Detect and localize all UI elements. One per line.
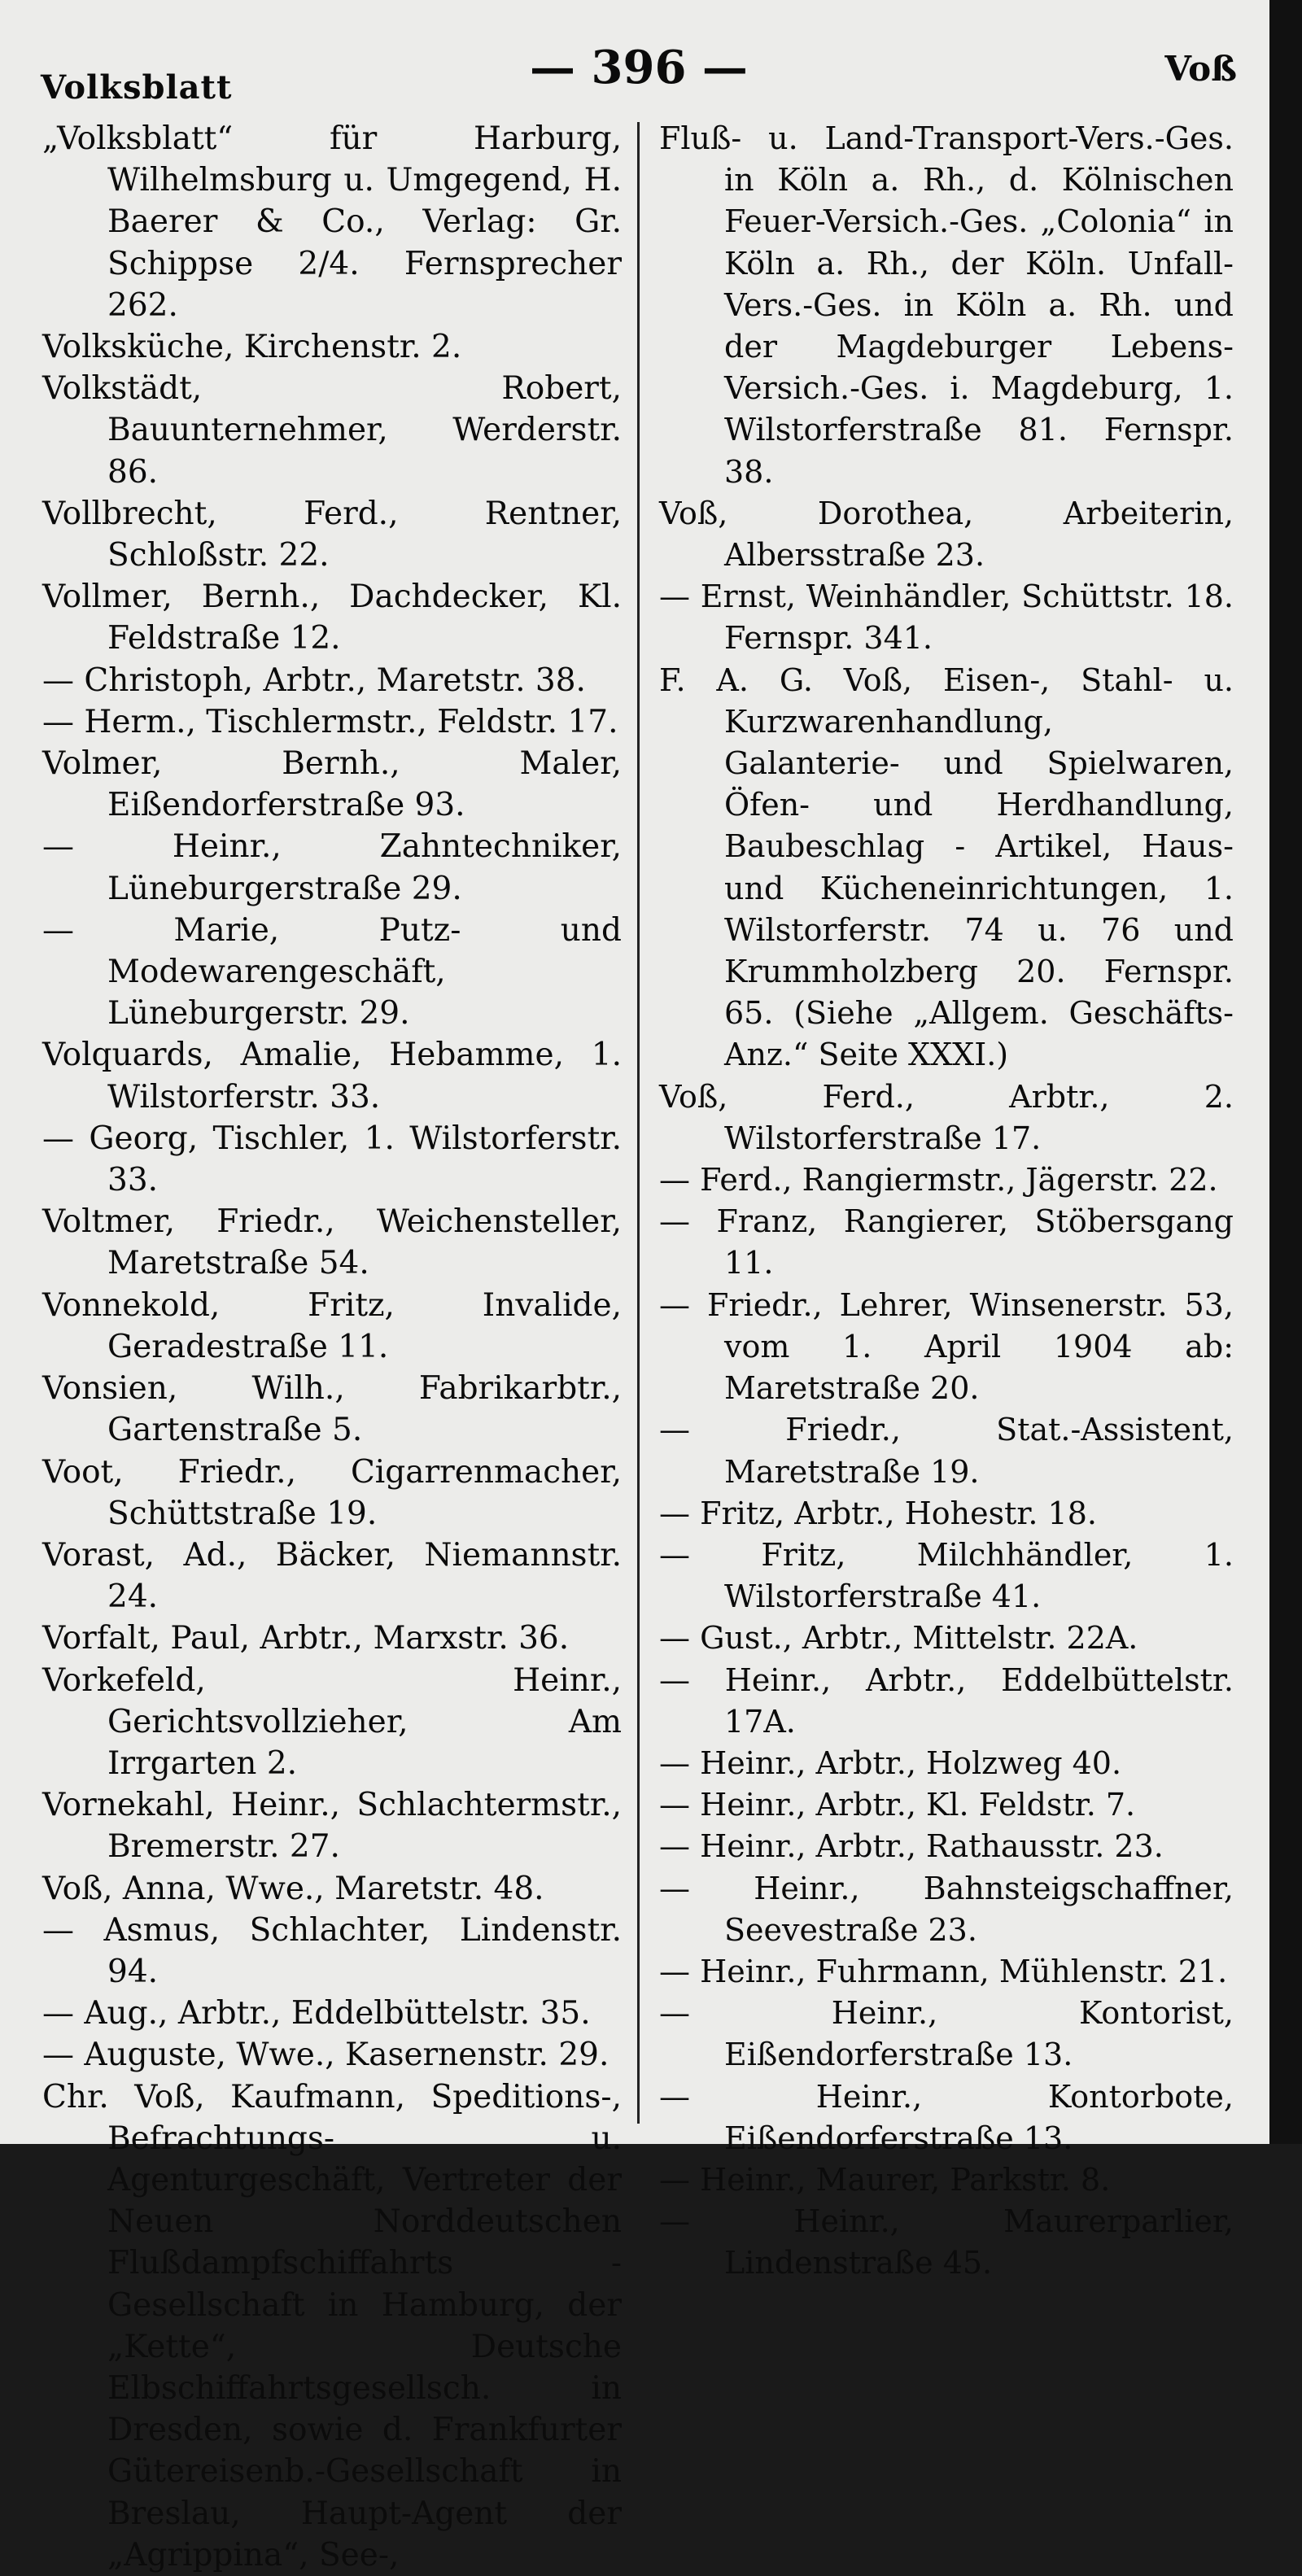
directory-entry: — Franz, Rangierer, Stöbersgang 11. xyxy=(659,1203,1234,1281)
directory-entry: — Fritz, Arbtr., Hohestr. 18. xyxy=(659,1495,1097,1531)
directory-entry: — Heinr., Maurer, Parkstr. 8. xyxy=(659,2161,1111,2198)
directory-entry: — Heinr., Arbtr., Rathausstr. 23. xyxy=(659,1828,1164,1865)
directory-entry: Vorfalt, Paul, Arbtr., Marxstr. 36. xyxy=(42,1620,570,1657)
directory-entry: — Heinr., Arbtr., Kl. Feldstr. 7. xyxy=(659,1787,1136,1823)
directory-entry: — Heinr., Arbtr., Eddelbüttelstr. 17A. xyxy=(659,1661,1234,1740)
directory-entry: F. A. G. Voß, Eisen-, Stahl- u. Kurzwarenhandlung, Galanterie- und Spielwaren, Öfen- und Herdhandlung, Baubeschlag - Artikel, Haus- und Kücheneinrichtungen, 1. Wilstorferstr. 74 u. 76 und Krummholzberg 20. Fernspr. 65. (Siehe „Allgem. Geschäfts-Anz.“ Seite XXXI.) xyxy=(659,661,1234,1073)
directory-entry: — Heinr., Bahnsteigschaffner, Seevestraße 23. xyxy=(659,1870,1234,1948)
directory-entry: Volkstädt, Robert, Bauunternehmer, Werderstr. 86. xyxy=(42,370,622,491)
directory-entry: — Friedr., Lehrer, Winsenerstr. 53, vom 1. April 1904 ab: Maretstraße 20. xyxy=(659,1286,1234,1407)
directory-entry: — Heinr., Zahntechniker, Lüneburgerstraße 29. xyxy=(42,828,622,907)
column-divider xyxy=(637,122,640,2124)
directory-entry: — Auguste, Wwe., Kasernenstr. 29. xyxy=(42,2037,609,2074)
directory-entry: Voß, Ferd., Arbtr., 2. Wilstorferstraße 17. xyxy=(659,1078,1234,1156)
directory-entry: — Herm., Tischlermstr., Feldstr. 17. xyxy=(42,703,618,740)
directory-entry: — Aug., Arbtr., Eddelbüttelstr. 35. xyxy=(42,1995,591,2032)
scan-edge xyxy=(1269,0,1302,2144)
directory-entry: — Asmus, Schlachter, Lindenstr. 94. xyxy=(42,1911,622,1990)
directory-entry: — Ernst, Weinhändler, Schüttstr. 18. Fernspr. 341. xyxy=(659,579,1234,657)
directory-entry: — Fritz, Milchhändler, 1. Wilstorferstraße 41. xyxy=(659,1536,1234,1615)
directory-entry: Vonnekold, Fritz, Invalide, Geradestraße 11. xyxy=(42,1286,622,1365)
directory-entry: — Heinr., Kontorbote, Eißendorferstraße 13. xyxy=(659,2078,1234,2156)
directory-entry: — Friedr., Stat.-Assistent, Maretstraße 19. xyxy=(659,1412,1234,1490)
directory-entry: Volksküche, Kirchenstr. 2. xyxy=(42,329,462,366)
directory-entry: — Heinr., Fuhrmann, Mühlenstr. 21. xyxy=(659,1953,1228,1989)
directory-entry: Vorast, Ad., Bäcker, Niemannstr. 24. xyxy=(42,1536,622,1616)
directory-entry: — Heinr., Arbtr., Holzweg 40. xyxy=(659,1744,1122,1781)
directory-entry: Fluß- u. Land-Transport-Vers.-Ges. in Köln a. Rh., d. Kölnischen Feuer-Versich.-Ges. „Colonia“ in Köln a. Rh., der Köln. Unfall-Vers.-Ges. in Köln a. Rh. und der Magdeburger Lebens-Versich.-Ges. i. Magdeburg, 1. Wilstorferstraße 81. Fernspr. 38. xyxy=(659,120,1234,490)
directory-entry: Volmer, Bernh., Maler, Eißendorferstraße 93. xyxy=(42,745,622,824)
header-right-keyword: Voß xyxy=(1164,49,1237,89)
directory-entry: Voß, Dorothea, Arbeiterin, Albersstraße 23. xyxy=(659,495,1234,574)
right-column xyxy=(659,118,1234,2285)
directory-entry: — Ferd., Rangiermstr., Jägerstr. 22. xyxy=(659,1162,1218,1198)
directory-entry: — Christoph, Arbtr., Maretstr. 38. xyxy=(42,661,586,699)
directory-entry: Vonsien, Wilh., Fabrikarbtr., Gartenstraße 5. xyxy=(42,1370,622,1449)
page-number: — 396 — xyxy=(530,41,748,94)
directory-entry: Voß, Anna, Wwe., Maretstr. 48. xyxy=(42,1870,544,1907)
directory-entry: Voltmer, Friedr., Weichensteller, Maretstraße 54. xyxy=(42,1203,622,1282)
header-left-keyword: Volksblatt xyxy=(41,68,233,107)
directory-entry: — Heinr., Kontorist, Eißendorferstraße 13. xyxy=(659,1995,1234,2073)
directory-entry: — Heinr., Maurerparlier, Lindenstraße 45. xyxy=(659,2203,1234,2281)
directory-entry: Volquards, Amalie, Hebamme, 1. Wilstorferstr. 33. xyxy=(42,1037,622,1116)
directory-entry: — Marie, Putz- und Modewarengeschäft, Lüneburgerstr. 29. xyxy=(42,911,622,1033)
directory-entry: Vollmer, Bernh., Dachdecker, Kl. Feldstraße 12. xyxy=(42,579,622,657)
directory-entry: Voot, Friedr., Cigarrenmacher, Schüttstraße 19. xyxy=(42,1453,622,1532)
left-column xyxy=(42,118,622,2576)
directory-entry: — Georg, Tischler, 1. Wilstorferstr. 33. xyxy=(42,1120,622,1199)
directory-entry: — Gust., Arbtr., Mittelstr. 22A. xyxy=(659,1620,1138,1657)
directory-entry: Vollbrecht, Ferd., Rentner, Schloßstr. 22. xyxy=(42,495,622,574)
directory-entry: Vornekahl, Heinr., Schlachtermstr., Bremerstr. 27. xyxy=(42,1787,622,1866)
directory-entry: „Volksblatt“ für Harburg, Wilhelmsburg u. Umgegend, H. Baerer & Co., Verlag: Gr. Schippse 2/4. Fernsprecher 262. xyxy=(42,120,622,324)
page-header xyxy=(41,33,1237,106)
directory-entry: Chr. Voß, Kaufmann, Speditions-, Befrachtungs- u. Agenturgeschäft, Vertreter der Neuen Norddeutschen Flußdampfschiffahrts - Gesellschaft in Hamburg, der „Kette“, Deutsche Elbschiffahrtsgesellsch. in Dresden, sowie d. Frankfurter Gütereisenb.-Gesellschaft in Breslau, Haupt-Agent der „Agrippina“, See-, xyxy=(42,2078,622,2574)
directory-entry: Vorkefeld, Heinr., Gerichtsvollzieher, Am Irrgarten 2. xyxy=(42,1661,622,1782)
